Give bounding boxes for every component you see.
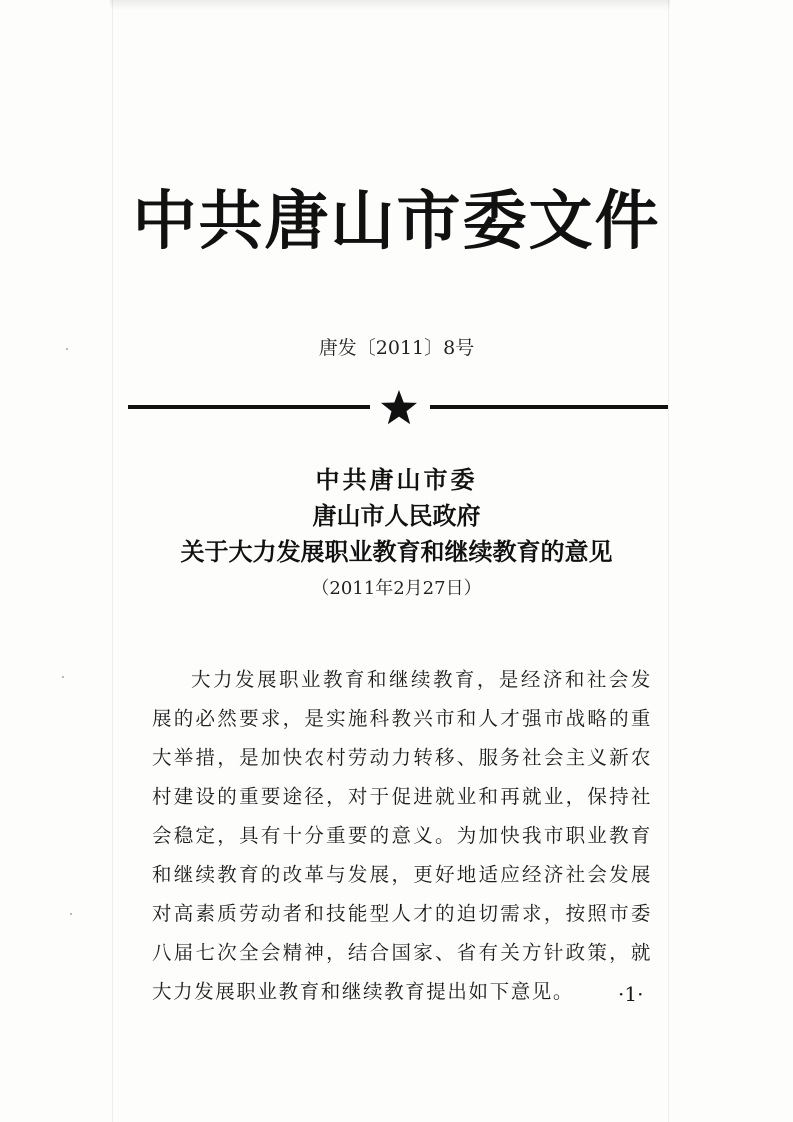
document-subject-title: 关于大力发展职业教育和继续教育的意见: [180, 538, 613, 566]
document-date: （2011年2月27日）: [311, 578, 482, 599]
page-number: ·1·: [618, 982, 644, 1006]
body-paragraph: 大力发展职业教育和继续教育，是经济和社会发展的必然要求，是实施科教兴市和人才强市战略的重大举措，是加快农村劳动力转移、服务社会主义新农村建设的重要途径，对于促进就业和再就业，保持社会稳定，具有十分重要的意义。为加快我市职业教育和继续教育的改革与发展，更好地适应经济社会发展对高素质劳动者和技能型人才的迫切需求，按照市委八届七次全会精神，结合国家、省有关方针政策，就大力发展职业教育和继续教育提出如下意见。: [152, 668, 652, 1003]
star-icon: [379, 388, 419, 428]
document-header-title: 中共唐山市委文件: [132, 185, 661, 259]
scan-speck: [62, 676, 64, 678]
document-number: 唐发〔2011〕8号: [318, 337, 475, 359]
divider-rule-right: [430, 405, 668, 409]
scan-shadow: [110, 0, 670, 10]
header-divider: [128, 388, 668, 428]
issuer-government: 唐山市人民政府: [312, 502, 481, 530]
divider-rule-left: [128, 405, 370, 409]
document-title-block: [0, 462, 793, 604]
issuer-party-committee: 中共唐山市委: [315, 466, 478, 494]
scan-speck: [70, 913, 72, 915]
